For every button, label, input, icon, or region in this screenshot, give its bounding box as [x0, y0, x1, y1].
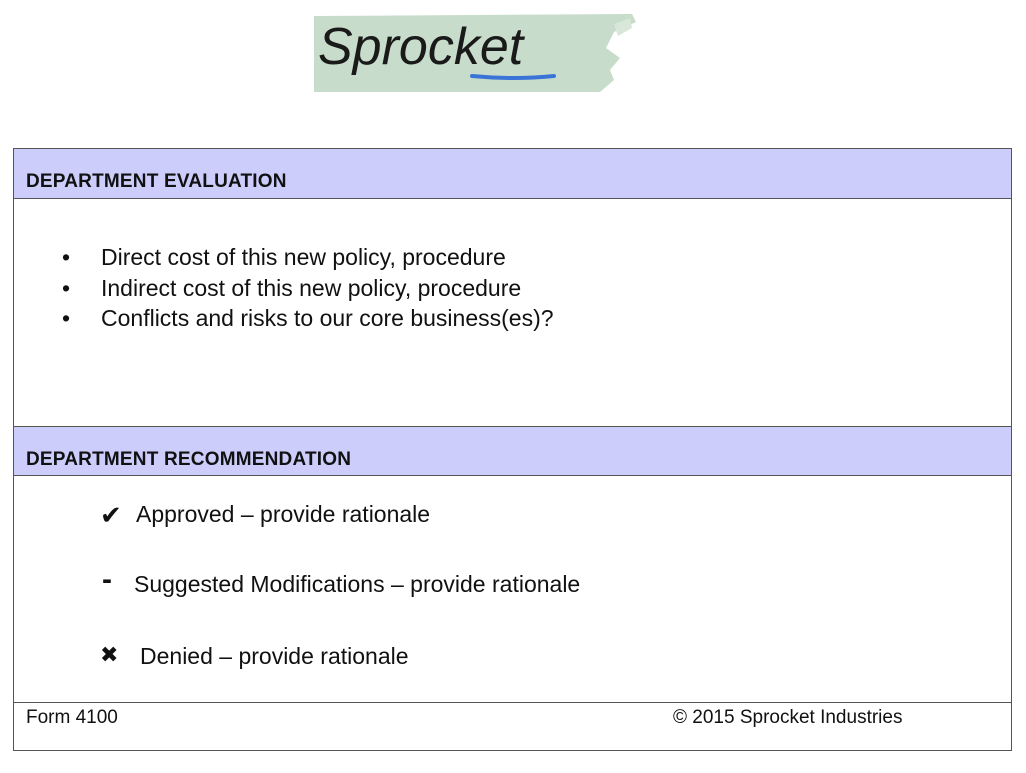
- check-icon: ✔: [100, 500, 122, 530]
- recommendation-title: DEPARTMENT RECOMMENDATION: [26, 449, 352, 470]
- bullet-text: Conflicts and risks to our core business(es)?: [101, 305, 554, 331]
- department-form: [13, 148, 1012, 751]
- sprocket-logo-graphic: [314, 14, 664, 92]
- evaluation-bullet-list: [14, 244, 1011, 336]
- bullet-icon: •: [62, 274, 71, 301]
- evaluation-title: DEPARTMENT EVALUATION: [26, 171, 287, 192]
- list-item: [14, 275, 1011, 306]
- form-footer: [14, 702, 1011, 750]
- dash-icon: -: [102, 563, 112, 596]
- bullet-icon: •: [62, 305, 71, 331]
- cross-icon: ✖: [100, 642, 119, 667]
- form-number: Form 4100: [26, 707, 118, 728]
- bullet-icon: •: [62, 244, 71, 270]
- list-item: [14, 244, 1011, 275]
- sprocket-logo: [314, 14, 664, 92]
- list-item: [14, 305, 1011, 336]
- logo-underline: [472, 76, 554, 78]
- bullet-text: Indirect cost of this new policy, procedure: [101, 274, 522, 301]
- evaluation-header: [14, 149, 1011, 199]
- option-modifications-label: Suggested Modifications – provide rationale: [134, 571, 581, 597]
- option-denied-label: Denied – provide rationale: [140, 643, 409, 669]
- copyright-notice: © 2015 Sprocket Industries: [673, 707, 903, 728]
- bullet-text: Direct cost of this new policy, procedure: [101, 244, 506, 270]
- logo-text: Sprocket: [318, 18, 524, 76]
- option-approved-label: Approved – provide rationale: [136, 501, 431, 527]
- recommendation-header: [14, 426, 1011, 476]
